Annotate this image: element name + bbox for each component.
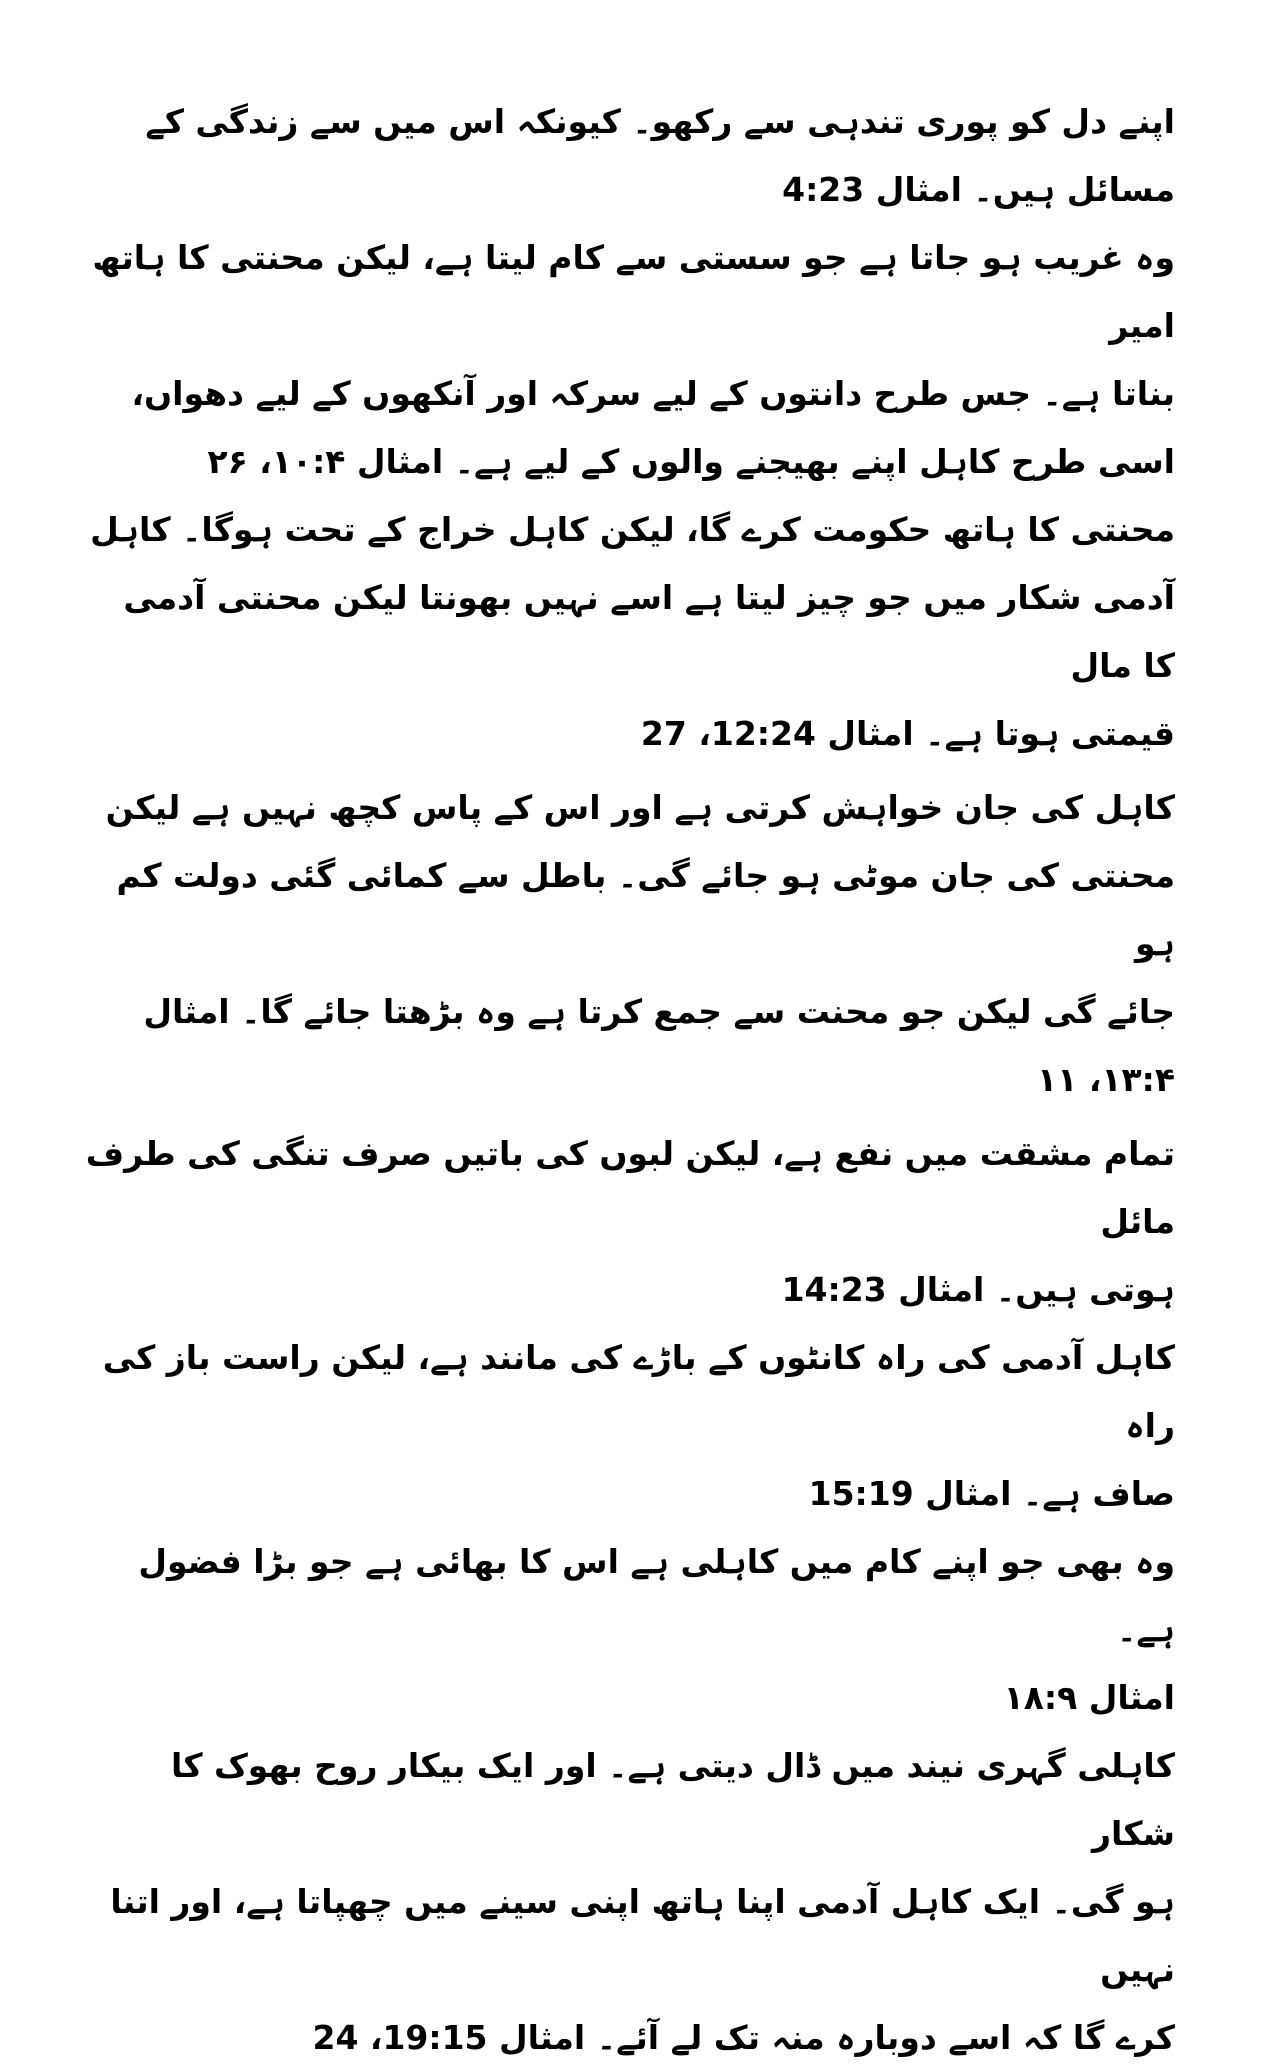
paragraph-proverbs-4-23: اپنے دل کو پوری تندہی سے رکھو۔ کیونکہ اس میں سے زندگی کے مسائل ہیں۔ امثال 4:23 (145, 102, 1175, 209)
paragraph-proverbs-19-15: کاہلی گہری نیند میں ڈال دیتی ہے۔ اور ایک بیکار روح بھوک کا شکار ہو گی۔ ایک کاہل آدمی اپنا ہاتھ اپنی سینے میں چھپاتا ہے، اور اتنا نہیں کرے گا کہ اسے دوبارہ منہ تک لے آئے۔ امثال 19:15، 24 (110, 1746, 1175, 2057)
paragraph-proverbs-10-4: وہ غریب ہو جاتا ہے جو سستی سے کام لیتا ہے، لیکن محنتی کا ہاتھ امیر بناتا ہے۔ جس طرح دانتوں کے لیے سرکہ اور آنکھوں کے لیے دھواں، اسی طرح کاہل اپنے بھیجنے والوں کے لیے ہے۔ امثال ۱۰:۴، ۲۶ (92, 238, 1175, 481)
paragraph-proverbs-18-9: وہ بھی جو اپنے کام میں کاہلی ہے اس کا بھائی ہے جو بڑا فضول ہے۔ امثال ۱۸:۹ (138, 1542, 1175, 1717)
paragraph-proverbs-15-19: کاہل آدمی کی راہ کانٹوں کے باڑے کی مانند ہے، لیکن راست باز کی راہ صاف ہے۔ امثال 15:19 (102, 1338, 1175, 1513)
paragraph-proverbs-14-23: تمام مشقت میں نفع ہے، لیکن لبوں کی باتیں صرف تنگی کی طرف مائل ہوتی ہیں۔ امثال 14:23 (85, 1134, 1175, 1309)
document-body (85, 88, 1175, 2072)
paragraph-proverbs-13-4: کاہل کی جان خواہش کرتی ہے اور اس کے پاس کچھ نہیں ہے لیکن محنتی کی جان موٹی ہو جائے گی۔ باطل سے کمائی گئی دولت کم ہو جائے گی لیکن جو محنت سے جمع کرتا ہے وہ بڑھتا جائے گا۔ امثال ۱۳:۴، ۱۱ (105, 788, 1175, 1099)
paragraph-proverbs-12-24: محنتی کا ہاتھ حکومت کرے گا، لیکن کاہل خراج کے تحت ہوگا۔ کاہل آدمی شکار میں جو چیز لیتا ہے اسے نہیں بھونتا لیکن محنتی آدمی کا مال قیمتی ہوتا ہے۔ امثال 12:24، 27 (90, 510, 1175, 753)
